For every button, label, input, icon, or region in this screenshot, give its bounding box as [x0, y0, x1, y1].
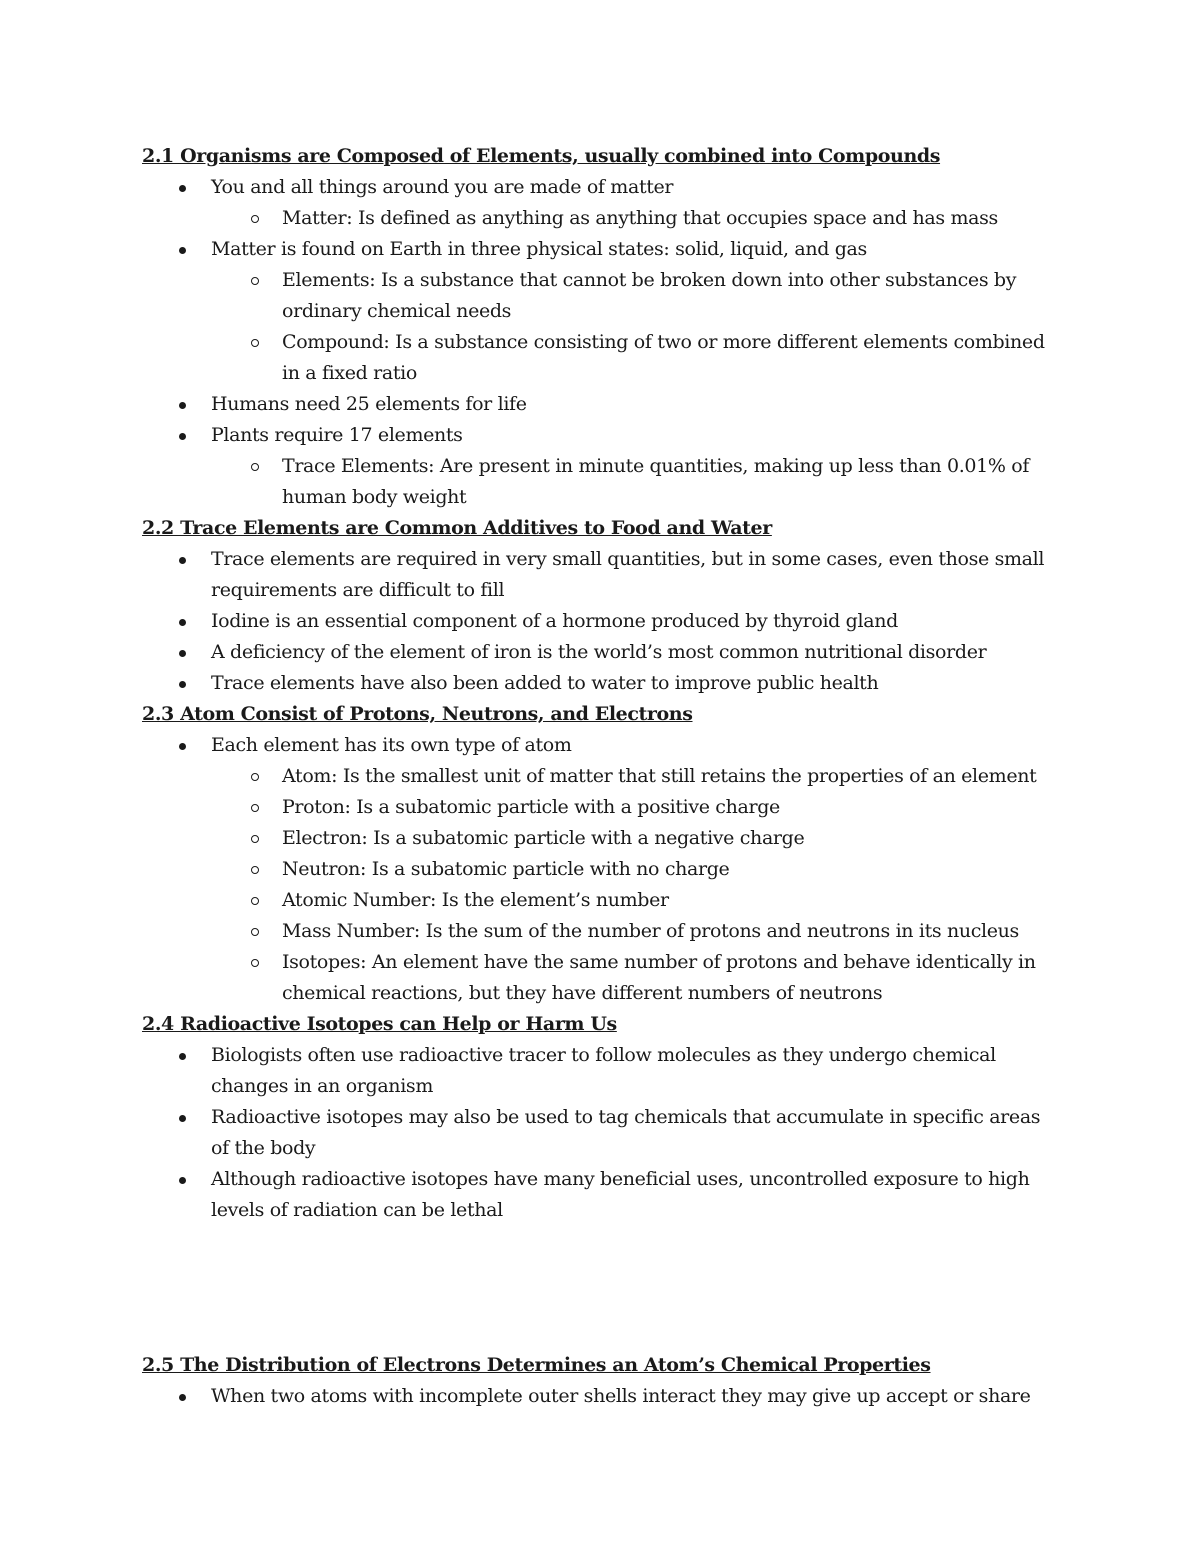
- section: [142, 699, 1062, 1009]
- list-item: [142, 544, 1062, 606]
- hollow-bullet-icon: [251, 215, 259, 223]
- hollow-bullet-icon: [251, 339, 259, 347]
- sub-list-item: [211, 823, 1062, 854]
- section-heading: 2.5 The Distribution of Electrons Determines an Atom’s Chemical Properties: [142, 1354, 931, 1376]
- sub-list-item: [211, 792, 1062, 823]
- section-heading: 2.2 Trace Elements are Common Additives to Food and Water: [142, 517, 772, 539]
- filled-bullet-icon: [179, 743, 186, 750]
- filled-bullet-icon: [179, 650, 186, 657]
- section-heading: 2.1 Organisms are Composed of Elements, usually combined into Compounds: [142, 145, 941, 167]
- filled-bullet-icon: [179, 433, 186, 440]
- list-item-text: When two atoms with incomplete outer shells interact they may give up accept or share: [211, 1385, 1031, 1407]
- filled-bullet-icon: [179, 1394, 186, 1401]
- sub-bullet-list: [211, 761, 1062, 1009]
- sub-list-item-text: Compound: Is a substance consisting of two or more different elements combined in a fixed ratio: [282, 331, 1045, 384]
- list-item-text: Humans need 25 elements for life: [211, 393, 527, 415]
- list-item: [142, 172, 1062, 234]
- sub-list-item-text: Electron: Is a subatomic particle with a negative charge: [282, 827, 805, 849]
- bullet-list: [142, 544, 1062, 699]
- filled-bullet-icon: [179, 1053, 186, 1060]
- filled-bullet-icon: [179, 185, 186, 192]
- sub-bullet-list: [211, 451, 1062, 513]
- filled-bullet-icon: [179, 247, 186, 254]
- list-item: [142, 668, 1062, 699]
- list-item: [142, 1102, 1062, 1164]
- filled-bullet-icon: [179, 557, 186, 564]
- section-heading: 2.3 Atom Consist of Protons, Neutrons, and Electrons: [142, 703, 693, 725]
- hollow-bullet-icon: [251, 277, 259, 285]
- sub-bullet-list: [211, 265, 1062, 389]
- hollow-bullet-icon: [251, 866, 259, 874]
- bullet-list: [142, 730, 1062, 1009]
- list-item-text: Matter is found on Earth in three physical states: solid, liquid, and gas: [211, 238, 867, 260]
- sub-list-item: [211, 761, 1062, 792]
- list-item-text: Each element has its own type of atom: [211, 734, 572, 756]
- filled-bullet-icon: [179, 402, 186, 409]
- list-item: [142, 1040, 1062, 1102]
- sub-list-item: [211, 203, 1062, 234]
- sub-bullet-list: [211, 203, 1062, 234]
- hollow-bullet-icon: [251, 463, 259, 471]
- list-item: [142, 389, 1062, 420]
- section: [142, 1009, 1062, 1226]
- filled-bullet-icon: [179, 1115, 186, 1122]
- list-item: [142, 234, 1062, 389]
- hollow-bullet-icon: [251, 928, 259, 936]
- section: [142, 141, 1062, 513]
- list-item-text: Trace elements have also been added to water to improve public health: [211, 672, 879, 694]
- sub-list-item: [211, 327, 1062, 389]
- sub-list-item-text: Isotopes: An element have the same number of protons and behave identically in chemical reactions, but they have different numbers of neutrons: [282, 951, 1036, 1004]
- list-item: [142, 637, 1062, 668]
- hollow-bullet-icon: [251, 959, 259, 967]
- section: [142, 513, 1062, 699]
- sub-list-item-text: Matter: Is defined as anything as anything that occupies space and has mass: [282, 207, 998, 229]
- sub-list-item-text: Atom: Is the smallest unit of matter that still retains the properties of an element: [282, 765, 1037, 787]
- filled-bullet-icon: [179, 1177, 186, 1184]
- bullet-list: [142, 1381, 1062, 1412]
- document-body: [142, 141, 1062, 1412]
- list-item-text: Trace elements are required in very small quantities, but in some cases, even those small requirements are difficult to fill: [211, 548, 1045, 601]
- sub-list-item: [211, 265, 1062, 327]
- list-item-text: Radioactive isotopes may also be used to tag chemicals that accumulate in specific areas of the body: [211, 1106, 1041, 1159]
- sub-list-item: [211, 947, 1062, 1009]
- list-item: [142, 730, 1062, 1009]
- section-heading: 2.4 Radioactive Isotopes can Help or Harm Us: [142, 1013, 617, 1035]
- sub-list-item: [211, 854, 1062, 885]
- list-item: [142, 1381, 1062, 1412]
- list-item: [142, 1164, 1062, 1226]
- sub-list-item: [211, 916, 1062, 947]
- list-item-text: Biologists often use radioactive tracer to follow molecules as they undergo chemical changes in an organism: [211, 1044, 996, 1097]
- sub-list-item-text: Trace Elements: Are present in minute quantities, making up less than 0.01% of human body weight: [282, 455, 1030, 508]
- list-item-text: Plants require 17 elements: [211, 424, 463, 446]
- section: [142, 1350, 1062, 1412]
- hollow-bullet-icon: [251, 804, 259, 812]
- list-item: [142, 606, 1062, 637]
- sub-list-item-text: Proton: Is a subatomic particle with a positive charge: [282, 796, 780, 818]
- filled-bullet-icon: [179, 619, 186, 626]
- sub-list-item: [211, 451, 1062, 513]
- list-item-text: Although radioactive isotopes have many beneficial uses, uncontrolled exposure to high levels of radiation can be lethal: [211, 1168, 1030, 1221]
- list-item-text: You and all things around you are made of matter: [211, 176, 674, 198]
- filled-bullet-icon: [179, 681, 186, 688]
- sub-list-item-text: Elements: Is a substance that cannot be broken down into other substances by ordinary chemical needs: [282, 269, 1017, 322]
- list-item: [142, 420, 1062, 513]
- sub-list-item-text: Neutron: Is a subatomic particle with no charge: [282, 858, 730, 880]
- list-item-text: A deficiency of the element of iron is the world’s most common nutritional disorder: [211, 641, 987, 663]
- hollow-bullet-icon: [251, 773, 259, 781]
- hollow-bullet-icon: [251, 897, 259, 905]
- sub-list-item: [211, 885, 1062, 916]
- page-gap: [142, 1226, 1062, 1350]
- bullet-list: [142, 172, 1062, 513]
- hollow-bullet-icon: [251, 835, 259, 843]
- list-item-text: Iodine is an essential component of a hormone produced by thyroid gland: [211, 610, 898, 632]
- sub-list-item-text: Mass Number: Is the sum of the number of protons and neutrons in its nucleus: [282, 920, 1019, 942]
- bullet-list: [142, 1040, 1062, 1226]
- sub-list-item-text: Atomic Number: Is the element’s number: [282, 889, 669, 911]
